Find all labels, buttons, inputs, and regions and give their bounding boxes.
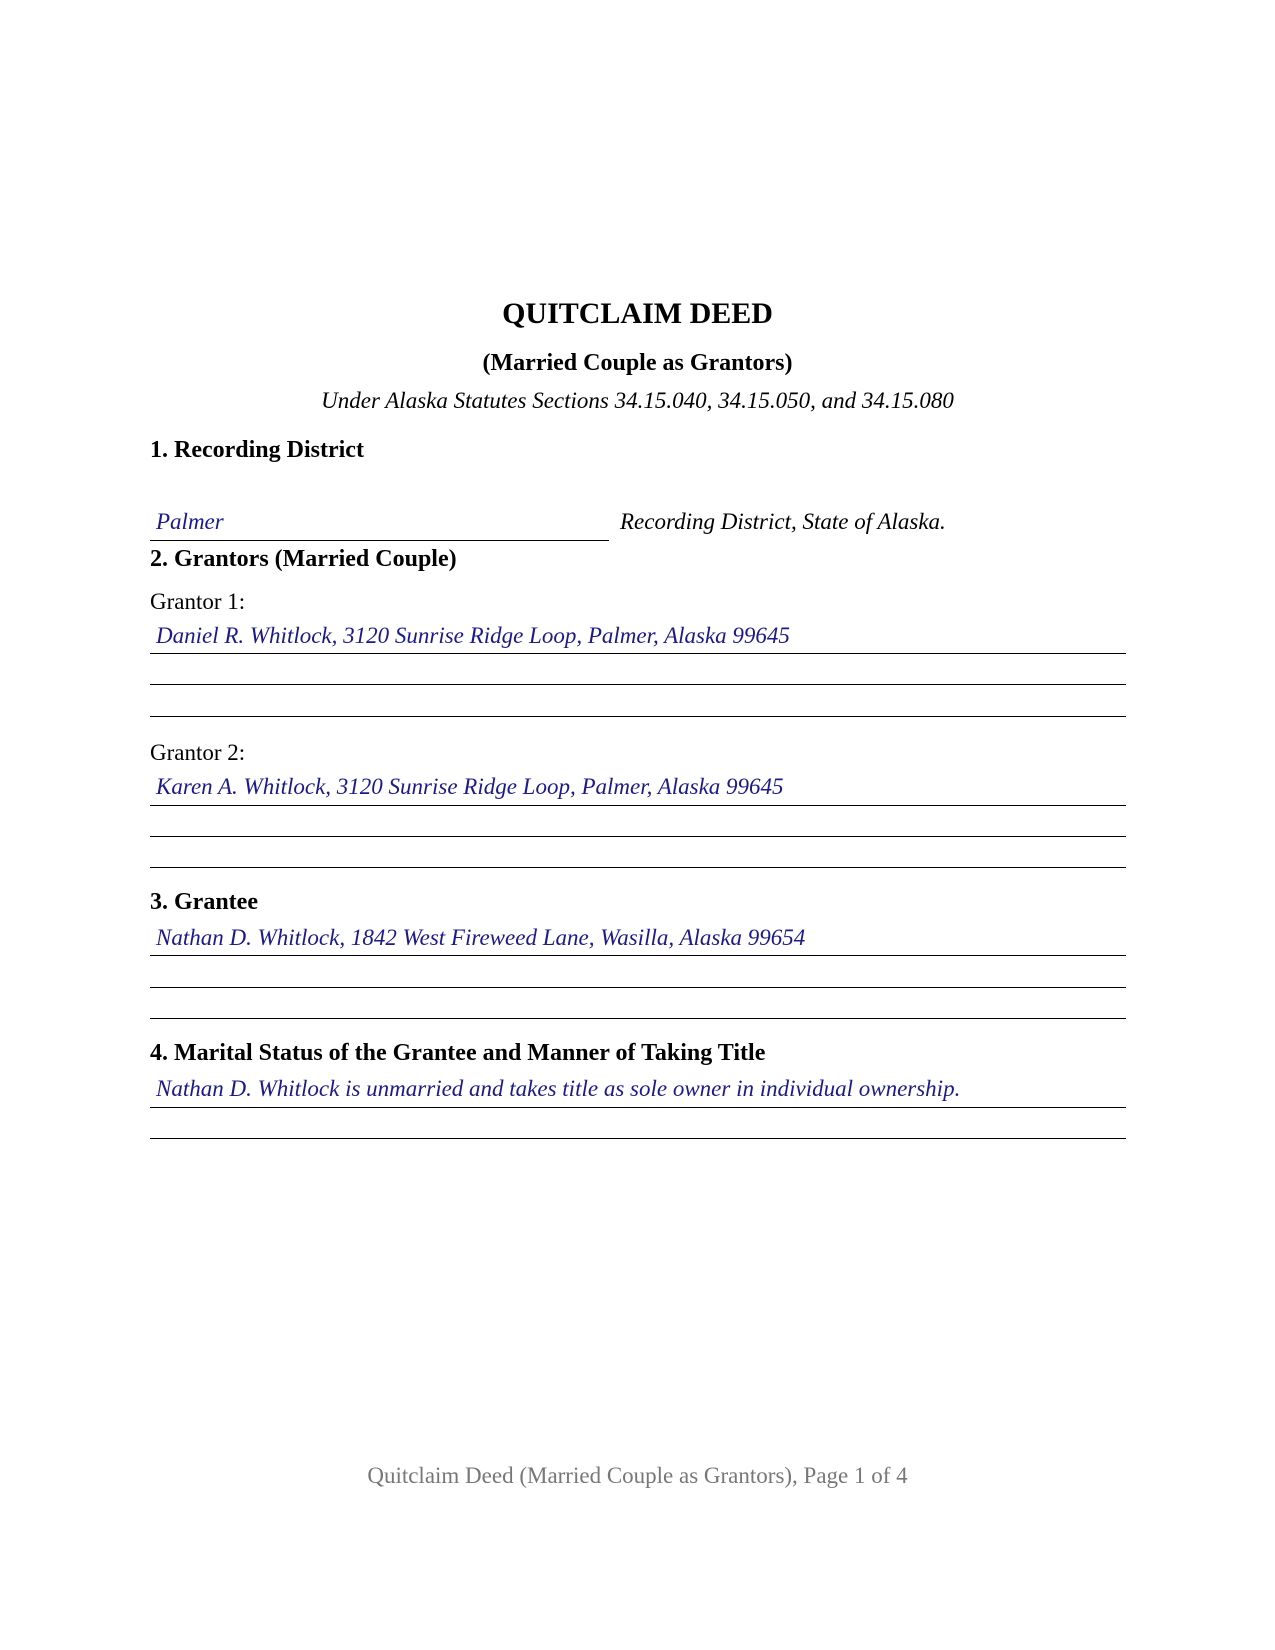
statute-reference: Under Alaska Statutes Sections 34.15.040, 34.15.050, and 34.15.080 bbox=[321, 388, 954, 413]
grantor1-line-1 bbox=[150, 653, 1126, 654]
document-title: QUITCLAIM DEED bbox=[502, 297, 773, 330]
grantor1-line-3 bbox=[150, 716, 1126, 717]
grantor2-line-1 bbox=[150, 805, 1126, 806]
grantee-line-1 bbox=[150, 955, 1126, 956]
section-heading-recording-district: 1. Recording District bbox=[150, 437, 364, 463]
marital-status-line-2 bbox=[150, 1138, 1126, 1139]
section-heading-grantee: 3. Grantee bbox=[150, 889, 258, 915]
grantor2-label: Grantor 2: bbox=[150, 740, 246, 765]
section-heading-grantors: 2. Grantors (Married Couple) bbox=[150, 546, 457, 572]
document-subtitle: (Married Couple as Grantors) bbox=[482, 350, 793, 376]
grantor1-label: Grantor 1: bbox=[150, 589, 246, 614]
marital-status-field[interactable]: Nathan D. Whitlock is unmarried and takes title as sole owner in individual ownership. bbox=[156, 1076, 961, 1101]
grantor1-field[interactable]: Daniel R. Whitlock, 3120 Sunrise Ridge Loop, Palmer, Alaska 99645 bbox=[156, 623, 790, 648]
grantor1-line-2 bbox=[150, 684, 1126, 685]
grantor2-line-2 bbox=[150, 836, 1126, 837]
marital-status-line-1 bbox=[150, 1107, 1126, 1108]
grantor2-field[interactable]: Karen A. Whitlock, 3120 Sunrise Ridge Loop, Palmer, Alaska 99645 bbox=[156, 774, 784, 799]
grantor2-line-3 bbox=[150, 867, 1126, 868]
page-footer: Quitclaim Deed (Married Couple as Grantors), Page 1 of 4 bbox=[367, 1463, 908, 1488]
recording-district-field[interactable]: Palmer bbox=[156, 509, 224, 534]
recording-district-suffix: Recording District, State of Alaska. bbox=[620, 509, 946, 534]
grantee-line-2 bbox=[150, 987, 1126, 988]
section-heading-marital-status: 4. Marital Status of the Grantee and Manner of Taking Title bbox=[150, 1040, 766, 1066]
grantee-field[interactable]: Nathan D. Whitlock, 1842 West Fireweed Lane, Wasilla, Alaska 99654 bbox=[156, 925, 806, 950]
grantee-line-3 bbox=[150, 1018, 1126, 1019]
recording-district-line bbox=[150, 540, 609, 541]
